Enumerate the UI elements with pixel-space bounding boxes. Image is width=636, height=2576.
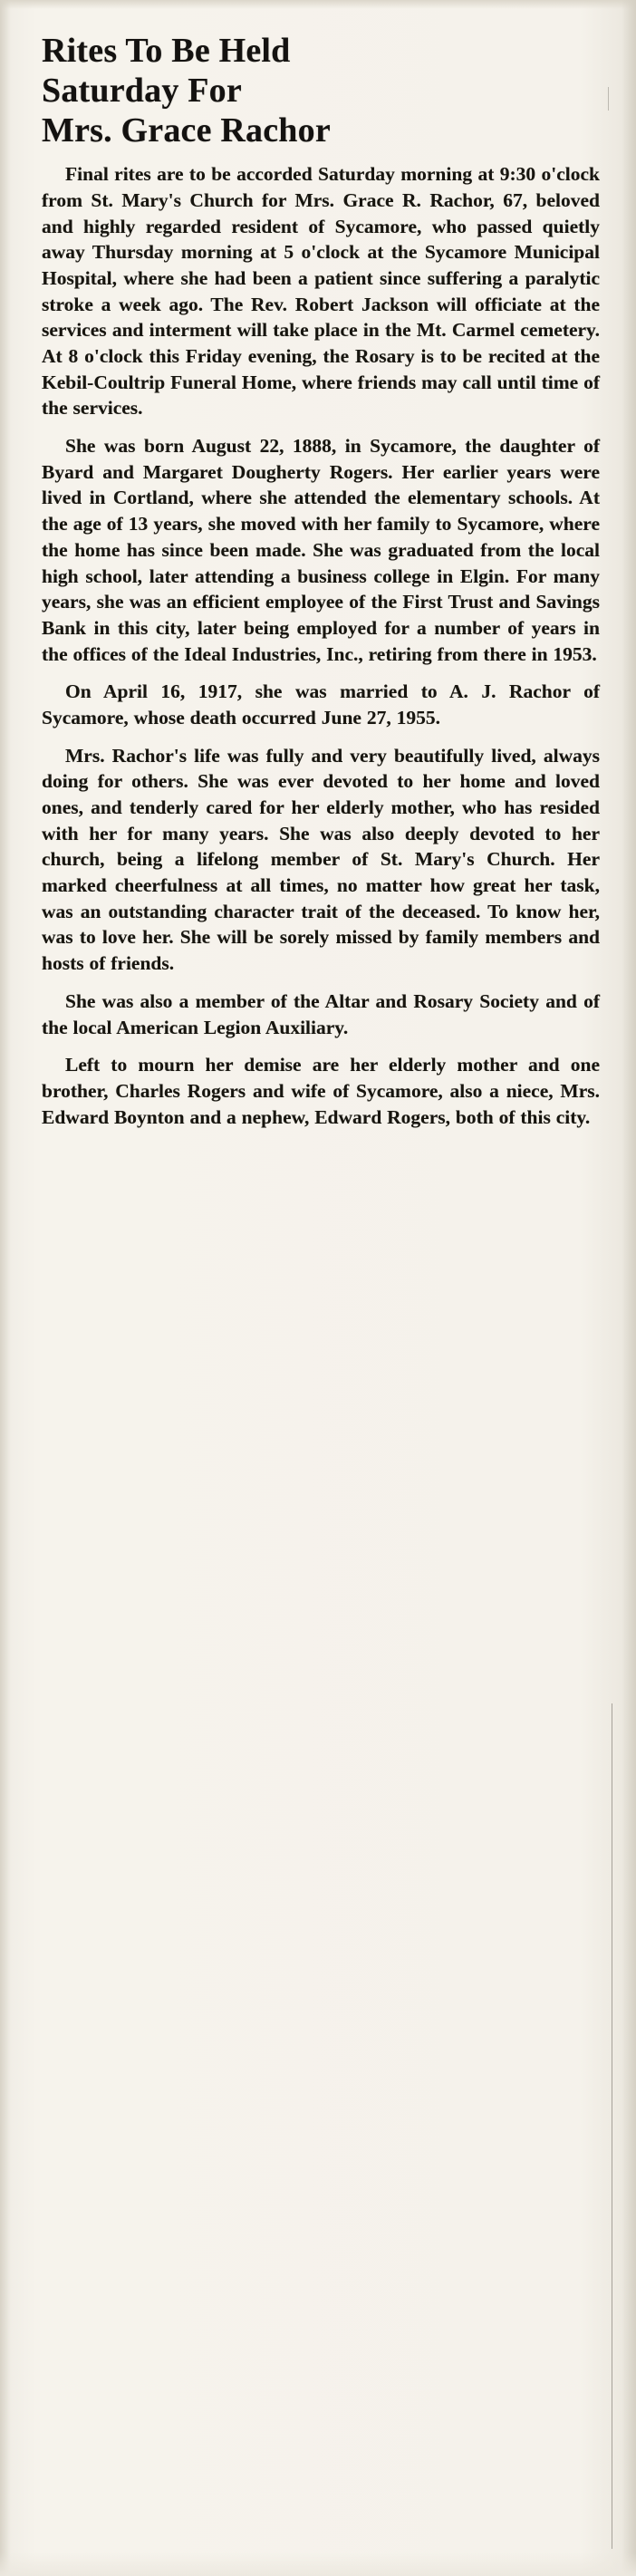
article-paragraph: Mrs. Rachor's life was fully and very beautifully lived, always doing for others. She was ever devoted to her home and loved ones, and tenderly cared for her elderly mother, who has resided with her for many years. She was also deeply devoted to her church, being a lifelong member of St. Mary's Church. Her marked cheerfulness at all times, no matter how great her task, was an outstanding character trait of the deceased. To know her, was to love her. She will be sorely missed by family members and hosts of friends. bbox=[42, 744, 600, 975]
headline-line-2: Saturday For bbox=[42, 72, 242, 111]
clipping-right-edge-shadow bbox=[622, 0, 636, 2576]
headline-line-1: Rites To Be Held bbox=[42, 32, 291, 70]
article-headline bbox=[42, 31, 600, 150]
article-paragraph: On April 16, 1917, she was married to A. J. Rachor of Sycamore, whose death occurred June 27, 1955. bbox=[42, 680, 600, 728]
clipping-top-edge-shadow bbox=[0, 0, 636, 9]
clipping-bottom-edge-shadow bbox=[0, 2552, 636, 2576]
article-paragraph: She was born August 22, 1888, in Sycamore, the daughter of Byard and Margaret Dougherty Rogers. Her earlier years were lived in Cortland, where she attended the elementary schools. At the age of 13 years, she moved with her family to Sycamore, where the home has since been made. She was graduated from the local high school, later attending a business college in Elgin. For many years, she was an efficient employee of the First Trust and Savings Bank in this city, later being employed for a number of years in the offices of the Ideal Industries, Inc., retiring from there in 1953. bbox=[42, 435, 600, 665]
article-body bbox=[42, 161, 600, 1130]
article-paragraph: Left to mourn her demise are her elderly mother and one brother, Charles Rogers and wife of Sycamore, also a niece, Mrs. Edward Boynton and a nephew, Edward Rogers, both of this city. bbox=[42, 1054, 600, 1128]
article-paragraph: She was also a member of the Altar and Rosary Society and of the local American Legion Auxiliary. bbox=[42, 989, 600, 1038]
column-rule-tick bbox=[608, 87, 609, 111]
article-paragraph: Final rites are to be accorded Saturday morning at 9:30 o'clock from St. Mary's Church for Mrs. Grace R. Rachor, 67, beloved and highly regarded resident of Sycamore, who passed quietly away Thursday morning at 5 o'clock at the Sycamore Municipal Hospital, where she had been a patient since suffering a paralytic stroke a week ago. The Rev. Robert Jackson will officiate at the services and interment will take place in the Mt. Carmel cemetery. At 8 o'clock this Friday evening, the Rosary is to be recited at the Kebil-Coultrip Funeral Home, where friends may call until time of the services. bbox=[42, 163, 600, 420]
headline-line-3: Mrs. Grace Rachor bbox=[42, 111, 331, 150]
clipping-left-edge-shadow bbox=[0, 0, 11, 2576]
